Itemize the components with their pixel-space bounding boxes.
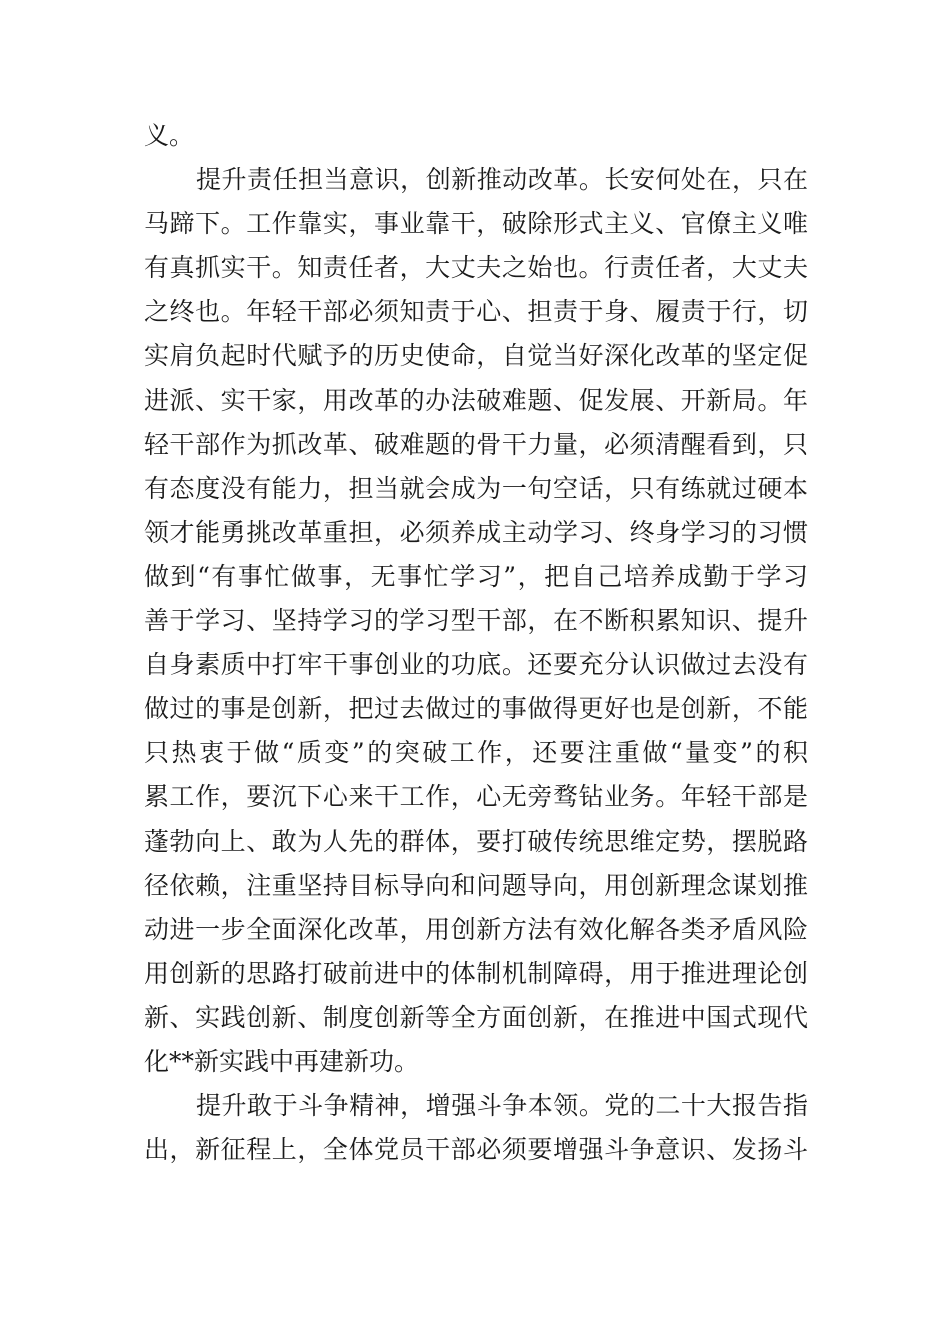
text-line: 轻干部作为抓改革、破难题的骨干力量，必须清醒看到，只 — [144, 429, 808, 459]
text-line: 有态度没有能力，担当就会成为一句空话，只有练就过硬本 — [144, 473, 808, 503]
text-line: 径依赖，注重坚持目标导向和问题导向，用创新理念谋划推 — [144, 870, 808, 900]
text-line: 实肩负起时代赋予的历史使命，自觉当好深化改革的坚定促 — [144, 341, 808, 371]
text-line: 做过的事是创新，把过去做过的事做得更好也是创新，不能 — [144, 694, 808, 724]
text-line: 善于学习、坚持学习的学习型干部，在不断积累知识、提升 — [144, 606, 808, 636]
text-line: 有真抓实干。知责任者，大丈夫之始也。行责任者，大丈夫 — [144, 253, 808, 283]
text-line: 进派、实干家，用改革的办法破难题、促发展、开新局。年 — [144, 385, 808, 415]
text-line: 新、实践创新、制度创新等全方面创新，在推进中国式现代 — [144, 1002, 808, 1032]
text-line: 累工作，要沉下心来干工作，心无旁骛钻业务。年轻干部是 — [144, 782, 808, 812]
paragraph-first-line: 提升责任担当意识，创新推动改革。长安何处在，只在 — [196, 165, 808, 195]
text-line: 做到“有事忙做事，无事忙学习”，把自己培养成勤于学习 — [144, 561, 808, 591]
text-line: 用创新的思路打破前进中的体制机制障碍，用于推进理论创 — [144, 958, 808, 988]
text-line: 义。 — [144, 121, 195, 150]
text-line: 动进一步全面深化改革，用创新方法有效化解各类矛盾风险 — [144, 914, 808, 944]
text-line: 只热衷于做“质变”的突破工作，还要注重做“量变”的积 — [144, 738, 808, 768]
text-line: 蓬勃向上、敢为人先的群体，要打破传统思维定势，摆脱路 — [144, 826, 808, 856]
body-text — [144, 114, 808, 1172]
text-line: 化**新实践中再建新功。 — [144, 1046, 420, 1076]
text-line: 领才能勇挑改革重担，必须养成主动学习、终身学习的习惯 — [144, 517, 808, 547]
text-line: 之终也。年轻干部必须知责于心、担责于身、履责于行，切 — [144, 297, 808, 327]
text-line: 自身素质中打牢干事创业的功底。还要充分认识做过去没有 — [144, 650, 808, 680]
paragraph-first-line: 提升敢于斗争精神，增强斗争本领。党的二十大报告指 — [196, 1091, 808, 1121]
text-line: 马蹄下。工作靠实，事业靠干，破除形式主义、官僚主义唯 — [144, 209, 808, 239]
text-line: 出，新征程上，全体党员干部必须要增强斗争意识、发扬斗 — [144, 1135, 808, 1165]
